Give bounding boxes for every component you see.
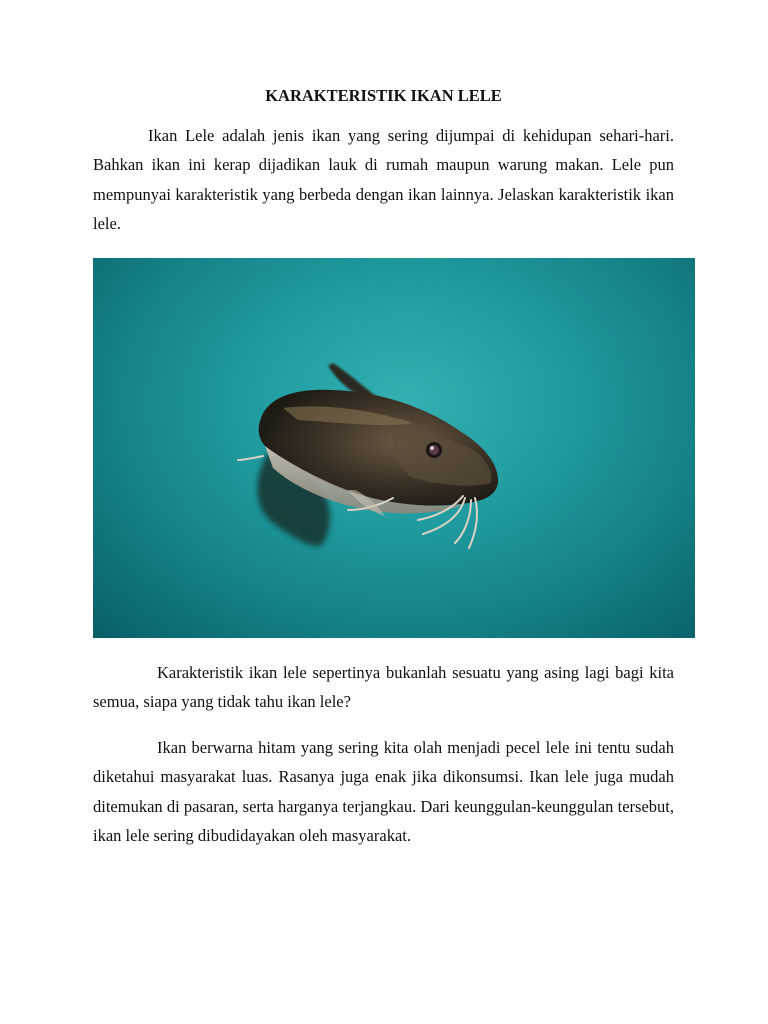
paragraph-block-2 — [93, 658, 674, 717]
paragraph-description: Ikan berwarna hitam yang sering kita olah menjadi pecel lele ini tentu sudah diketahui masyarakat luas. Rasanya juga enak jika dikonsumsi. Ikan lele juga mudah ditemukan di pasaran, serta harganya terjangkau. Dari keunggulan-keunggulan tersebut, ikan lele sering dibudidayakan oleh masyarakat. — [93, 738, 674, 845]
paragraph-intro: Ikan Lele adalah jenis ikan yang sering dijumpai di kehidupan sehari-hari. Bahkan ikan ini kerap dijadikan lauk di rumah maupun warung makan. Lele pun mempunyai karakteristik yang berbeda dengan ikan lainnya. Jelaskan karakteristik ikan lele. — [93, 126, 674, 233]
paragraph-block-3 — [93, 733, 674, 850]
catfish-photo — [93, 258, 695, 638]
document-page — [93, 84, 674, 238]
paragraph-question: Karakteristik ikan lele sepertinya bukanlah sesuatu yang asing lagi bagi kita semua, siapa yang tidak tahu ikan lele? — [93, 663, 674, 712]
catfish-illustration — [93, 258, 695, 638]
document-title: KARAKTERISTIK IKAN LELE — [265, 86, 502, 105]
